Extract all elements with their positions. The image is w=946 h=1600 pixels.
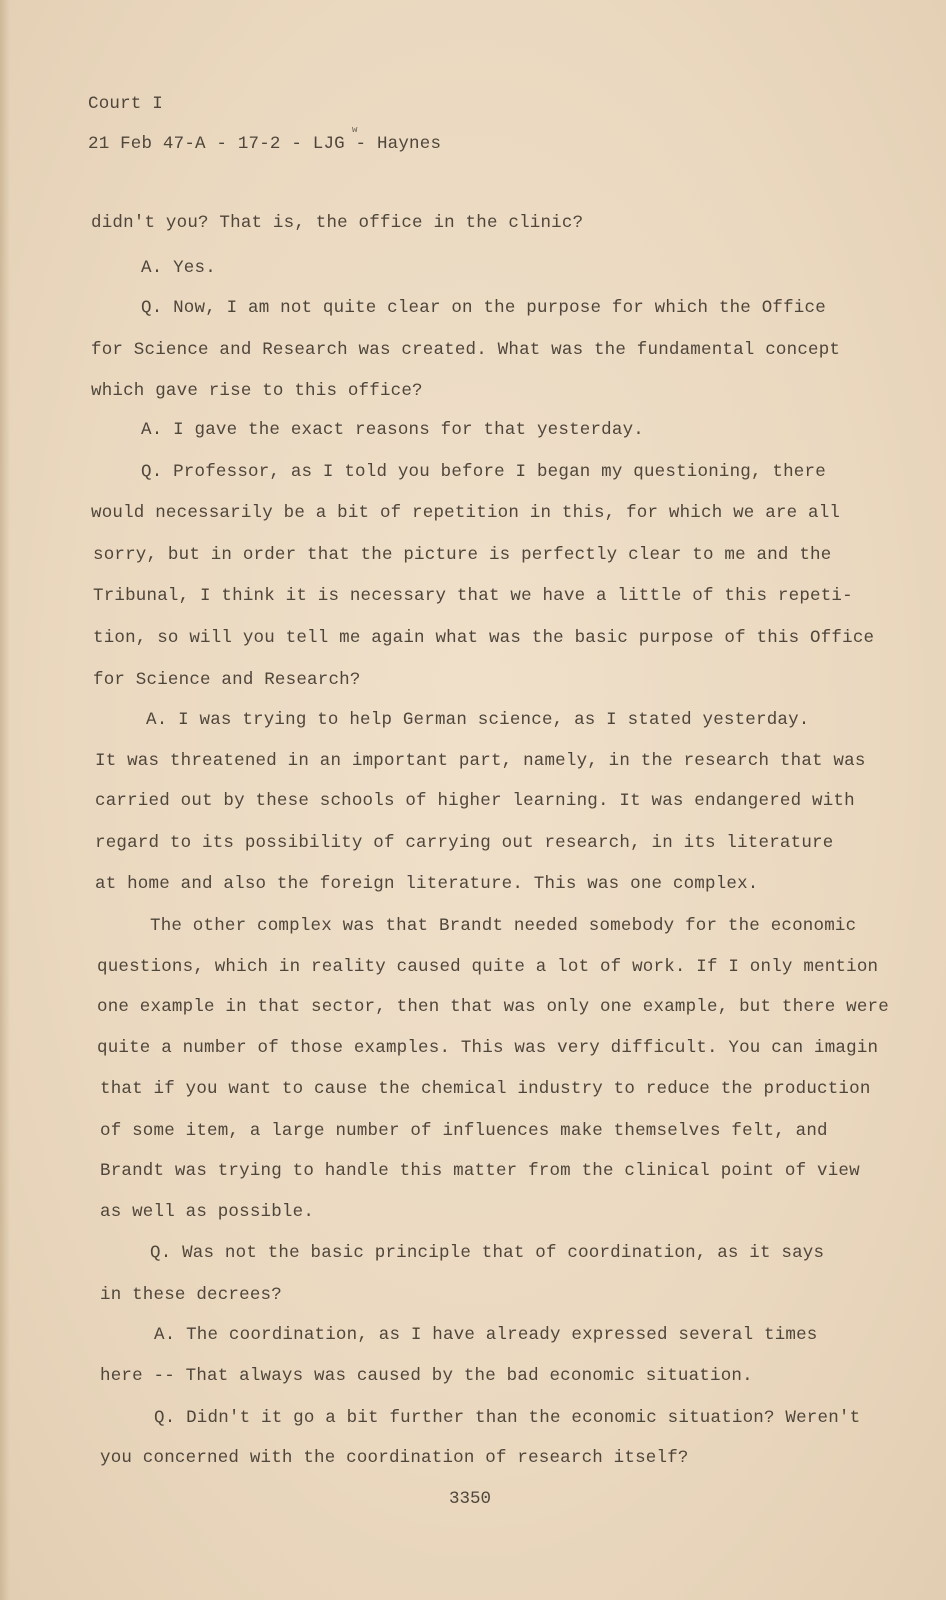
transcript-line: A. Yes. <box>141 258 216 278</box>
transcript-line: Tribunal, I think it is necessary that we have a little of this repeti- <box>93 586 853 606</box>
transcript-line: for Science and Research was created. What was the fundamental concept <box>91 340 841 360</box>
transcript-line: tion, so will you tell me again what was the basic purpose of this Office <box>93 628 875 648</box>
transcript-line: sorry, but in order that the picture is perfectly clear to me and the <box>93 545 832 565</box>
transcript-line: you concerned with the coordination of research itself? <box>100 1448 689 1468</box>
transcript-line: A. The coordination, as I have already expressed several times <box>154 1325 818 1345</box>
transcript-line: Brandt was trying to handle this matter from the clinical point of view <box>100 1161 860 1181</box>
transcript-line: for Science and Research? <box>93 670 361 690</box>
transcript-line: Q. Was not the basic principle that of coordination, as it says <box>150 1243 825 1263</box>
transcript-line: A. I gave the exact reasons for that yesterday. <box>141 420 644 440</box>
transcript-line: Q. Now, I am not quite clear on the purpose for which the Office <box>141 298 826 318</box>
transcript-line: quite a number of those examples. This was very difficult. You can imagin <box>97 1038 879 1058</box>
court-label: Court I <box>88 94 163 114</box>
transcript-line: would necessarily be a bit of repetition in this, for which we are all <box>91 503 841 523</box>
transcript-line: here -- That always was caused by the bad economic situation. <box>100 1366 753 1386</box>
transcript-line: carried out by these schools of higher learning. It was endangered with <box>95 791 855 811</box>
transcript-line: in these decrees? <box>100 1285 282 1305</box>
transcript-line: A. I was trying to help German science, as I stated yesterday. <box>146 710 810 730</box>
transcript-line: regard to its possibility of carrying out research, in its literature <box>95 833 834 853</box>
transcript-line: The other complex was that Brandt needed somebody for the economic <box>150 916 857 936</box>
transcript-line: which gave rise to this office? <box>91 381 423 401</box>
transcript-line: one example in that sector, then that was only one example, but there were <box>97 997 889 1017</box>
session-reference: 21 Feb 47-A - 17-2 - LJG - Haynes <box>88 134 442 154</box>
paper-edge <box>0 0 10 1600</box>
page-number: 3350 <box>449 1489 492 1509</box>
transcript-line: Q. Professor, as I told you before I began my questioning, there <box>141 462 826 482</box>
transcript-line: questions, which in reality caused quite a lot of work. If I only mention <box>97 957 879 977</box>
transcript-line: Q. Didn't it go a bit further than the economic situation? Weren't <box>154 1408 861 1428</box>
transcript-line: didn't you? That is, the office in the clinic? <box>91 213 584 233</box>
transcript-line: at home and also the foreign literature. This was one complex. <box>95 874 759 894</box>
transcript-line: that if you want to cause the chemical industry to reduce the production <box>100 1079 871 1099</box>
transcript-line: It was threatened in an important part, namely, in the research that was <box>95 751 866 771</box>
transcript-line: as well as possible. <box>100 1202 315 1222</box>
transcript-line: of some item, a large number of influences make themselves felt, and <box>100 1121 828 1141</box>
small-annotation-mark: w <box>352 125 358 135</box>
